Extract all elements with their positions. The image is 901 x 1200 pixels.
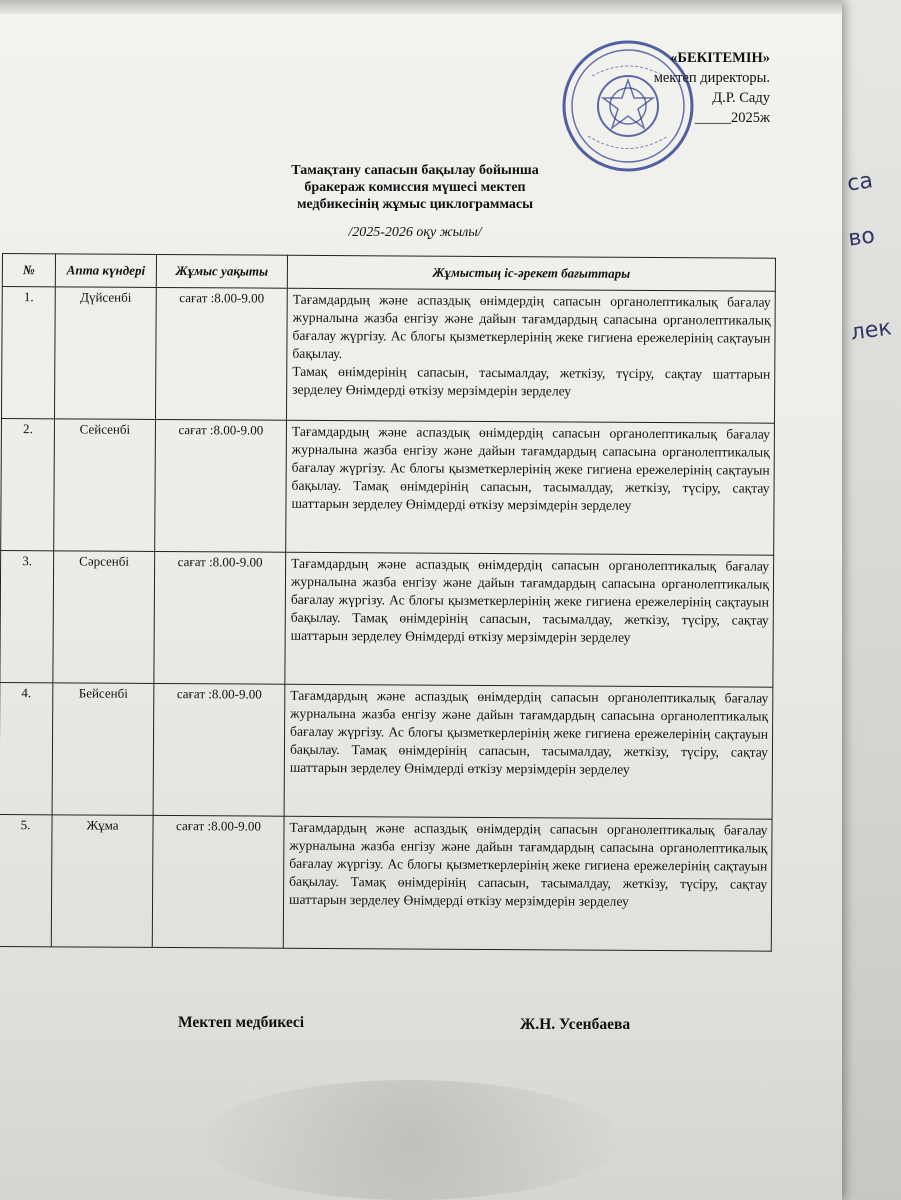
approval-heading: «БЕКІТЕМІН»: [670, 50, 770, 66]
row-weekday: Бейсенбі: [52, 683, 154, 816]
row-number: 2.: [1, 418, 55, 550]
document-title: [230, 162, 600, 213]
activity-text: Тамақ өнімдерінің сапасын, тасымалдау, жеткізу, түсіру, сақтау шаттарын зерделеу Өнімдерді өткізу мерзімдерін зерделеу: [292, 363, 771, 399]
table-row: [0, 814, 772, 951]
table-row: [0, 682, 773, 819]
approval-block: [640, 48, 770, 128]
table-row: [1, 287, 775, 424]
paper-smudge: [200, 1080, 620, 1200]
header-activities: Жұмыстың іс-әрекет бағыттары: [287, 255, 775, 291]
row-activities: [286, 288, 775, 423]
row-time: сағат :8.00-9.00: [155, 419, 287, 552]
title-line: бракераж комиссия мүшесі мектеп: [304, 180, 526, 195]
table-header-row: [2, 254, 775, 292]
row-weekday: Сәрсенбі: [53, 551, 155, 684]
table-row: [1, 418, 775, 555]
row-number: 5.: [0, 814, 52, 946]
signature-role: Мектеп медбикесі: [178, 1014, 305, 1031]
title-line: Тамақтану сапасын бақылау бойынша: [291, 163, 539, 178]
header-number: №: [2, 254, 55, 287]
row-activities: Тағамдардың және аспаздық өнімдердің сапасын органолептикалық бағалау журналына жазба енгізу және дайын тағамдардың сапасына органолептикалық бағалау жүргізу. Ас блогы қызметкерлерінің жеке гигиена ережелерінің сақтауын бақылау. Тамақ өнімдерінің сапасын, тасымалдау, жеткізу, түсіру, сақтау шаттарын зерделеу Өнімдерді өткізу мерзімдерін зерделеу: [284, 684, 773, 819]
row-weekday: Сейсенбі: [54, 419, 156, 552]
approval-position: мектеп директоры.: [653, 70, 770, 86]
row-number: 1.: [1, 287, 55, 419]
row-time: сағат :8.00-9.00: [154, 551, 286, 684]
handwriting-scribble: са: [845, 168, 875, 197]
row-activities: Тағамдардың және аспаздық өнімдердің сапасын органолептикалық бағалау журналына жазба енгізу және дайын тағамдардың сапасына органолептикалық бағалау жүргізу. Ас блогы қызметкерлерінің жеке гигиена ережелерінің сақтауын бақылау. Тамақ өнімдерінің сапасын, тасымалдау, жеткізу, түсіру, сақтау шаттарын зерделеу Өнімдерді өткізу мерзімдерін зерделеу: [283, 816, 772, 951]
row-activities: Тағамдардың және аспаздық өнімдердің сапасын органолептикалық бағалау журналына жазба енгізу және дайын тағамдардың сапасына органолептикалық бағалау жүргізу. Ас блогы қызметкерлерінің жеке гигиена ережелерінің сақтауын бақылау. Тамақ өнімдерінің сапасын, тасымалдау, жеткізу, түсіру, сақтау шаттарын зерделеу Өнімдерді өткізу мерзімдерін зерделеу: [285, 552, 774, 687]
academic-year: /2025-2026 оқу жылы/: [348, 225, 482, 240]
schedule-table: [0, 253, 776, 952]
header-work-time: Жұмыс уақыты: [156, 254, 287, 288]
table-row: [0, 550, 774, 687]
approval-name: Д.Р. Саду: [712, 90, 770, 106]
row-weekday: Жұма: [51, 815, 153, 948]
row-activities: Тағамдардың және аспаздық өнімдердің сапасын органолептикалық бағалау журналына жазба енгізу және дайын тағамдардың сапасына органолептикалық бағалау жүргізу. Ас блогы қызметкерлерінің жеке гигиена ережелерінің сақтауын бақылау. Тамақ өнімдерінің сапасын, тасымалдау, жеткізу, түсіру, сақтау шаттарын зерделеу Өнімдерді өткізу мерзімдерін зерделеу: [286, 420, 775, 555]
handwriting-scribble: лек: [849, 315, 893, 346]
page-top-edge: [0, 0, 842, 14]
row-weekday: Дүйсенбі: [54, 287, 156, 420]
row-time: сағат :8.00-9.00: [152, 815, 284, 948]
row-number: 3.: [0, 550, 54, 682]
row-time: сағат :8.00-9.00: [155, 287, 287, 420]
row-time: сағат :8.00-9.00: [153, 683, 285, 816]
handwriting-scribble: во: [846, 223, 877, 252]
signature-name: Ж.Н. Усенбаева: [520, 1016, 631, 1033]
header-weekday: Апта күндері: [55, 254, 156, 288]
activity-text: Тағамдардың және аспаздық өнімдердің сапасын органолептикалық бағалау журналына жазба енгізу және дайын тағамдардың сапасына органолептикалық бағалау жүргізу. Ас блогы қызметкерлерінің жеке гигиена ережелерінің сақтауын бақылау.: [292, 291, 771, 362]
row-number: 4.: [0, 682, 53, 814]
approval-date: _____2025ж: [694, 110, 770, 126]
title-line: медбикесінің жұмыс циклограммасы: [296, 197, 534, 212]
